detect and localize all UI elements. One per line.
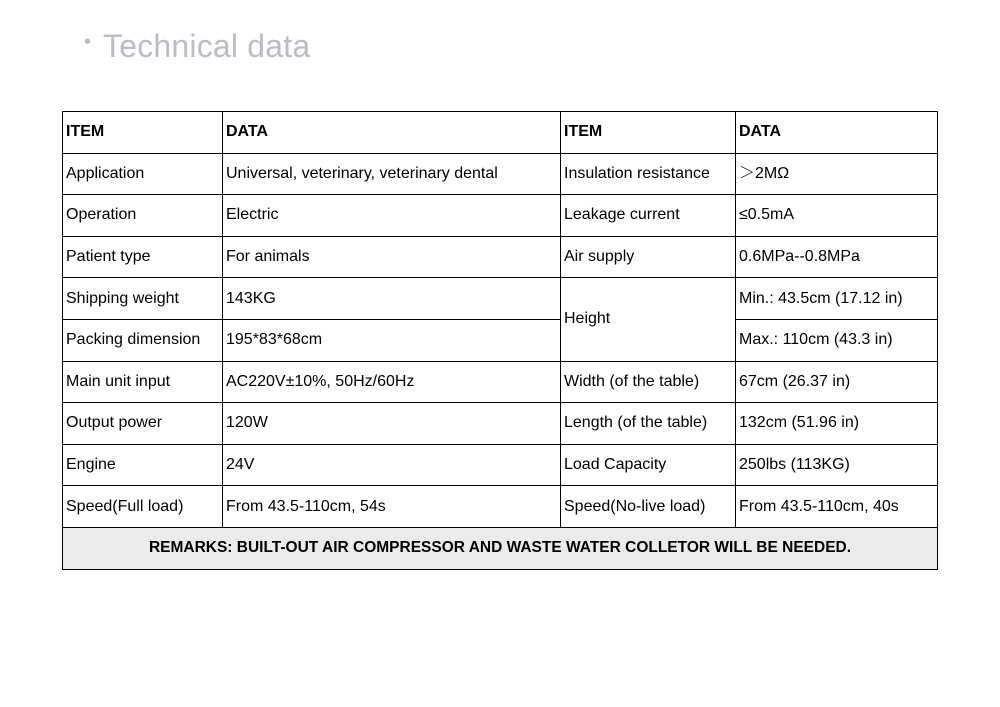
data-cell: For animals <box>223 236 561 278</box>
bullet-icon: • <box>84 30 92 53</box>
data-cell: 0.6MPa--0.8MPa <box>736 236 938 278</box>
data-cell: 195*83*68cm <box>223 319 561 361</box>
data-cell: ＞2MΩ <box>736 153 938 195</box>
item-cell: Engine <box>63 444 223 486</box>
table-row <box>63 195 938 237</box>
table-row <box>63 444 938 486</box>
table-row <box>63 153 938 195</box>
item-cell: Main unit input <box>63 361 223 403</box>
item-cell: Air supply <box>561 236 736 278</box>
item-cell: Patient type <box>63 236 223 278</box>
data-cell: 250lbs (113KG) <box>736 444 938 486</box>
header-item-left: ITEM <box>63 112 223 154</box>
data-cell: ≤0.5mA <box>736 195 938 237</box>
table-header-row <box>63 112 938 154</box>
table-row <box>63 278 938 320</box>
data-cell: Max.: 110cm (43.3 in) <box>736 319 938 361</box>
remarks-row <box>63 527 938 569</box>
data-cell: 24V <box>223 444 561 486</box>
data-cell: 120W <box>223 403 561 445</box>
header-item-right: ITEM <box>561 112 736 154</box>
data-cell: 132cm (51.96 in) <box>736 403 938 445</box>
item-cell: Speed(No-live load) <box>561 486 736 528</box>
item-cell: Output power <box>63 403 223 445</box>
item-cell: Packing dimension <box>63 319 223 361</box>
table-row <box>63 486 938 528</box>
item-cell: Speed(Full load) <box>63 486 223 528</box>
item-cell: Length (of the table) <box>561 403 736 445</box>
table-row <box>63 319 938 361</box>
table-row <box>63 403 938 445</box>
data-cell: AC220V±10%, 50Hz/60Hz <box>223 361 561 403</box>
data-cell: Min.: 43.5cm (17.12 in) <box>736 278 938 320</box>
data-cell: 143KG <box>223 278 561 320</box>
header-data-right: DATA <box>736 112 938 154</box>
data-cell: From 43.5-110cm, 40s <box>736 486 938 528</box>
item-cell: Insulation resistance <box>561 153 736 195</box>
page-title: Technical data <box>103 27 311 64</box>
remarks-text: REMARKS: BUILT-OUT AIR COMPRESSOR AND WASTE WATER COLLETOR WILL BE NEEDED. <box>63 527 938 569</box>
item-cell-height: Height <box>561 278 736 361</box>
data-cell: Electric <box>223 195 561 237</box>
page-heading <box>84 26 310 66</box>
technical-data-table <box>62 111 938 570</box>
table-row <box>63 361 938 403</box>
item-cell: Application <box>63 153 223 195</box>
data-cell: 67cm (26.37 in) <box>736 361 938 403</box>
data-cell: Universal, veterinary, veterinary dental <box>223 153 561 195</box>
data-cell: From 43.5-110cm, 54s <box>223 486 561 528</box>
header-data-left: DATA <box>223 112 561 154</box>
item-cell: Leakage current <box>561 195 736 237</box>
item-cell: Width (of the table) <box>561 361 736 403</box>
item-cell: Operation <box>63 195 223 237</box>
item-cell: Load Capacity <box>561 444 736 486</box>
item-cell: Shipping weight <box>63 278 223 320</box>
table-row <box>63 236 938 278</box>
